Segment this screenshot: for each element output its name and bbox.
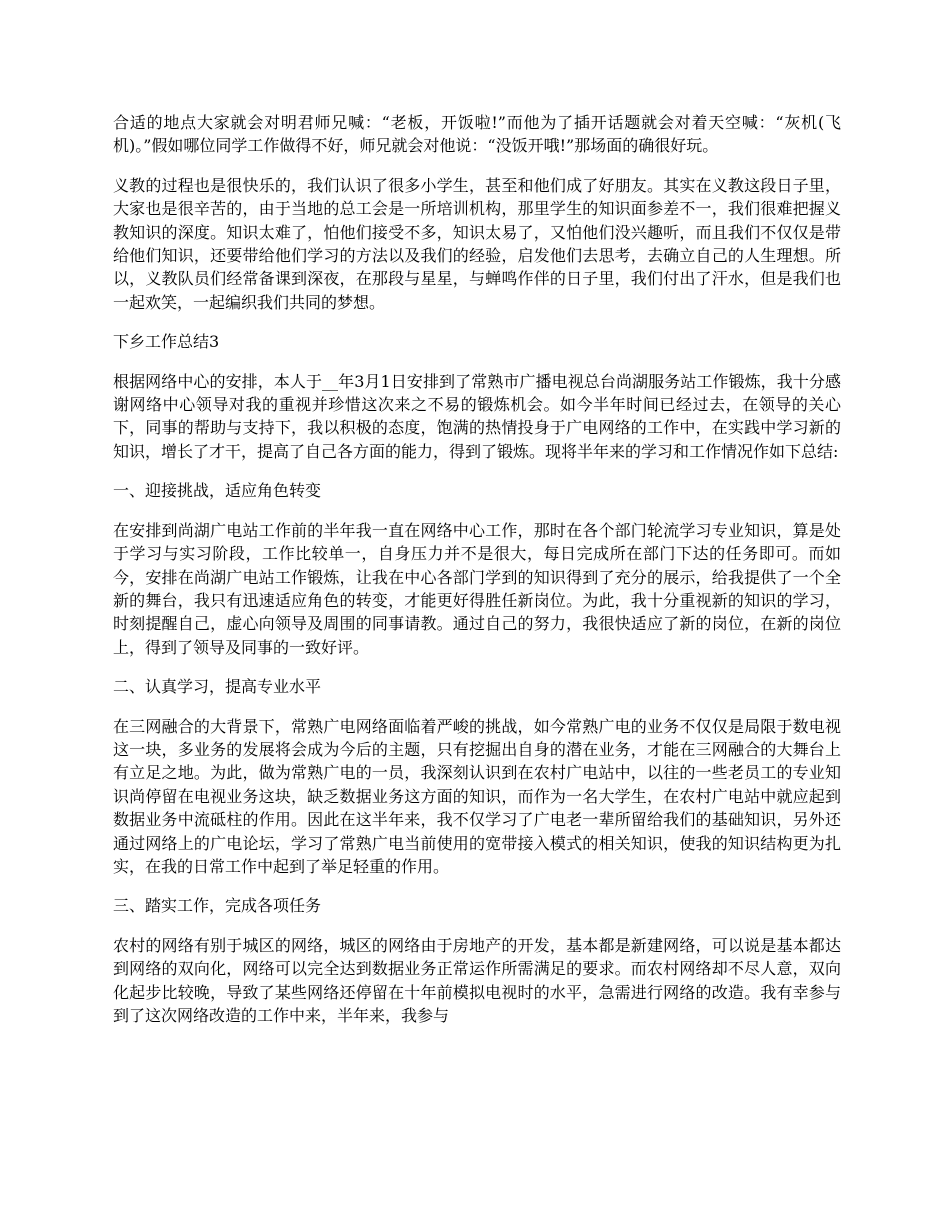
- paragraph-section-3: 农村的网络有别于城区的网络，城区的网络由于房地产的开发，基本都是新建网络，可以说是基本都达到网络的双向化，网络可以完全达到数据业务正常运作所需满足的要求。而农村网络却不尽人意，双向化起步比较晚，导致了某些网络还停留在十年前模拟电视时的水平，急需进行网络的改造。我有幸参与到了这次网络改造的工作中来，半年来，我参与: [113, 935, 841, 1025]
- document-page: [113, 111, 841, 1043]
- paragraph-assignment: 根据网络中心的安排，本人于__年3月1日安排到了常熟市广播电视总台尚湖服务站工作锻炼，我十分感谢网络中心领导对我的重视并珍惜这次来之不易的锻炼机会。如今半年时间已经过去，在领导的关心下，同事的帮助与支持下，我以积极的态度，饱满的热情投身于广电网络的工作中，在实践中学习新的知识，增长了才干，提高了自己各方面的能力，得到了锻炼。现将半年来的学习和工作情况作如下总结:: [113, 371, 841, 461]
- paragraph-volunteer-teaching: 义教的过程也是很快乐的，我们认识了很多小学生，甚至和他们成了好朋友。其实在义教这段日子里，大家也是很辛苦的，由于当地的总工会是一所培训机构，那里学生的知识面参差不一，我们很难把握义教知识的深度。知识太难了，怕他们接受不多，知识太易了，又怕他们没兴趣听，而且我们不仅仅是带给他们知识，还要带给他们学习的方法以及我们的经验，启发他们去思考，去确立自己的人生理想。所以，义教队员们经常备课到深夜，在那段与星星，与蝉鸣作伴的日子里，我们付出了汗水，但是我们也一起欢笑，一起编织我们共同的梦想。: [113, 175, 841, 312]
- section-title-summary-3: 下乡工作总结3: [113, 332, 220, 352]
- paragraph-section-1: 在安排到尚湖广电站工作前的半年我一直在网络中心工作，那时在各个部门轮流学习专业知识，算是处于学习与实习阶段，工作比较单一，自身压力并不是很大，每日完成所在部门下达的任务即可。而如今，安排在尚湖广电站工作锻炼，让我在中心各部门学到的知识得到了充分的展示，给我提供了一个全新的舞台，我只有迅速适应角色的转变，才能更好得胜任新岗位。为此，我十分重视新的知识的学习，时刻提醒自己，虚心向领导及周围的同事请教。通过自己的努力，我很快适应了新的岗位，在新的岗位上，得到了领导及同事的一致好评。: [113, 520, 841, 657]
- paragraph-intro-continued: 合适的地点大家就会对明君师兄喊：“老板，开饭啦!”而他为了插开话题就会对着天空喊：“灰机(飞机)。”假如哪位同学工作做得不好，师兄就会对他说：“没饭开哦!”那场面的确很好玩。: [113, 113, 841, 156]
- heading-section-2: 二、认真学习，提高专业水平: [113, 677, 322, 697]
- paragraph-section-2: 在三网融合的大背景下，常熟广电网络面临着严峻的挑战，如今常熟广电的业务不仅仅是局限于数电视这一块，多业务的发展将会成为今后的主题，只有挖掘出自身的潜在业务，才能在三网融合的大舞台上有立足之地。为此，做为常熟广电的一员，我深刻认识到在农村广电站中，以往的一些老员工的专业知识尚停留在电视业务这块，缺乏数据业务这方面的知识，而作为一名大学生，在农村广电站中就应起到数据业务中流砥柱的作用。因此在这半年来，我不仅学习了广电老一辈所留给我们的基础知识，另外还通过网络上的广电论坛，学习了常熟广电当前使用的宽带接入模式的相关知识，使我的知识结构更为扎实，在我的日常工作中起到了举足轻重的作用。: [113, 716, 841, 876]
- heading-section-3: 三、踏实工作，完成各项任务: [113, 896, 322, 916]
- heading-section-1: 一、迎接挑战，适应角色转变: [113, 481, 322, 501]
